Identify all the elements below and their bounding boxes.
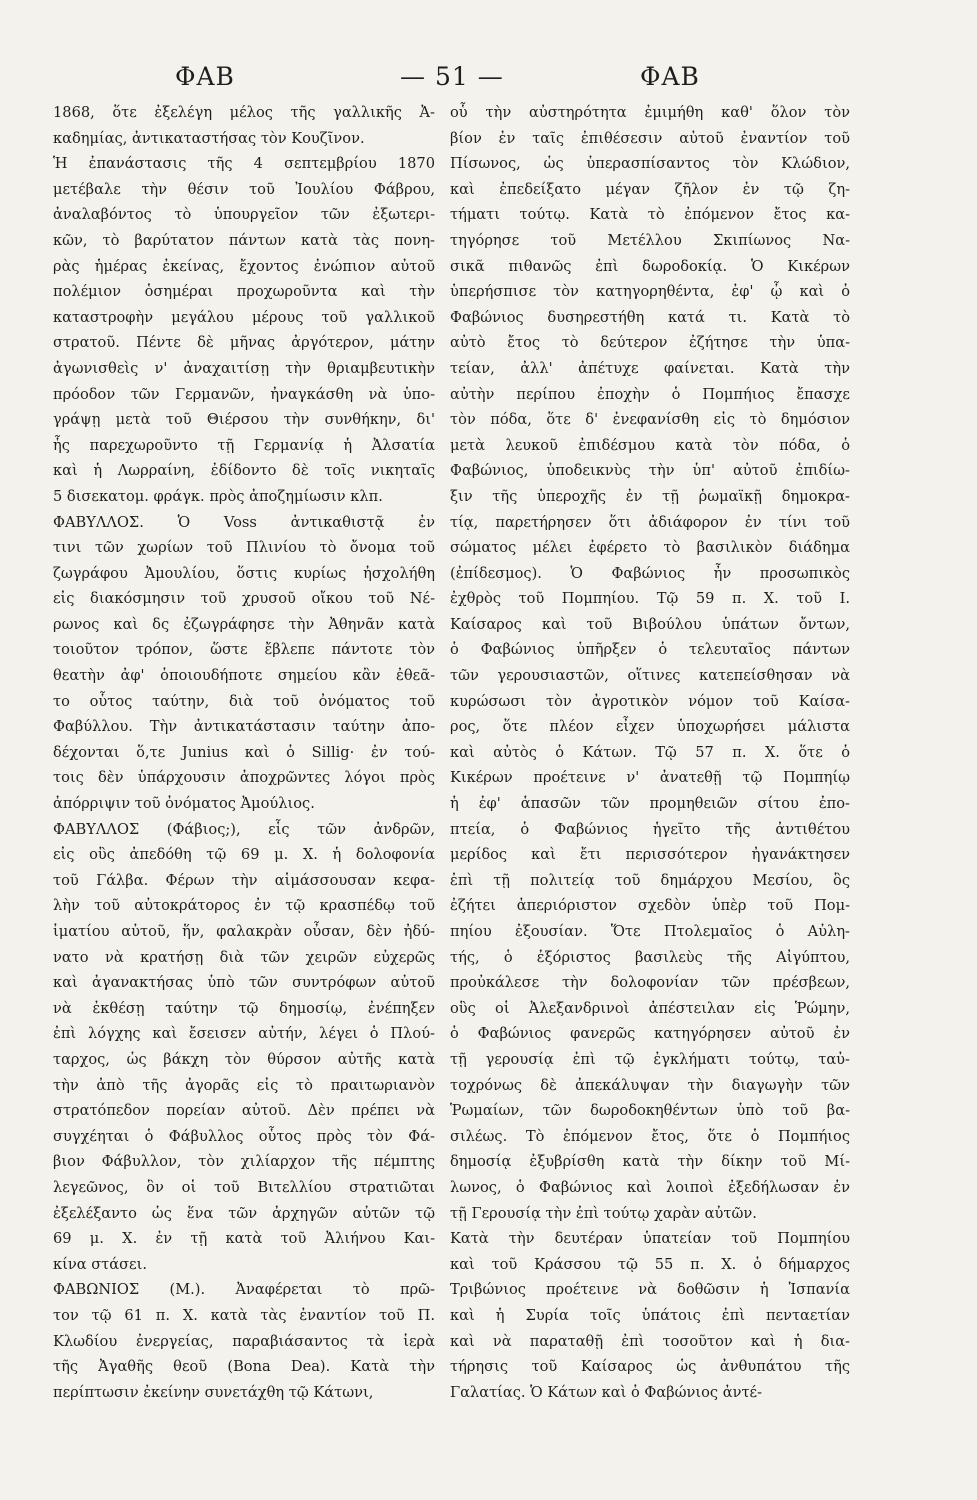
text-line: Ἡ ἐπανάστασις τῆς 4 σεπτεμβρίου 1870 <box>53 155 435 173</box>
text-line: ΦΑΒΩΝΙΟΣ (Μ.). Ἀναφέρεται τὸ πρῶ- <box>53 1281 435 1299</box>
text-line: ἐπὶ λόγχης καὶ ἔσεισεν αὐτήν, λέγει ὁ Πλού- <box>53 1025 435 1043</box>
text-line: καὶ ἡ Συρία τοῖς ὑπάτοις ἐπὶ πενταετίαν <box>450 1306 850 1324</box>
text-line: Τριβώνιος προέτεινε νὰ δοθῶσιν ἡ Ἱσπανία <box>450 1281 850 1299</box>
text-line: ρος, ὅτε πλέον εἶχεν ὑποχωρήσει μάλιστα <box>450 718 850 736</box>
page-number: — 51 — <box>400 62 504 91</box>
text-line: ἱματίου αὐτοῦ, ἥν, φαλακρὰν οὖσαν, δὲν ἠδύ- <box>53 923 435 940</box>
text-line: τῶν γερουσιαστῶν, οἵτινες κατεπείσθησαν νὰ <box>450 667 850 685</box>
text-line: βίον ἐν ταῖς ἐπιθέσεσιν αὐτοῦ ἐναντίον τοῦ <box>450 129 850 147</box>
text-line: Πίσωνος, ὡς ὑπερασπίσαντος τὸν Κλώδιον, <box>450 155 850 173</box>
text-line: καὶ αὐτὸς ὁ Κάτων. Τῷ 57 π. Χ. ὅτε ὁ <box>450 743 850 761</box>
text-line: Φαβύλλου. Τὴν ἀντικατάστασιν ταύτην ἀπο- <box>53 718 435 736</box>
text-line: καταστροφὴν μεγάλου μέρους τοῦ γαλλικοῦ <box>53 308 435 326</box>
text-line: λωνος, ὁ Φαβώνιος καὶ λοιποὶ ἐξεδήλωσαν ἐν <box>450 1178 850 1196</box>
text-line: βιον Φάβυλλον, τὸν χιλίαρχον τῆς πέμπτης <box>53 1153 435 1171</box>
text-line: τῇ γερουσίᾳ ἐπὶ τῷ ἐγκλήματι τούτῳ, ταὐ- <box>450 1050 850 1068</box>
text-line: κῶν, τὸ βαρύτατον πάντων κατὰ τὰς πονη- <box>53 231 435 249</box>
text-line: Καίσαρος καὶ τοῦ Βιβούλου ὑπάτων ὄντων, <box>450 615 850 633</box>
text-line: μερίδος καὶ ἔτι περισσότερον ἠγανάκτησεν <box>450 846 850 864</box>
header-right-guideword: ΦΑΒ <box>640 62 700 91</box>
text-line: καὶ ἀγανακτήσας ὑπὸ τῶν συντρόφων αὐτοῦ <box>53 974 435 992</box>
text-line: τήματι τούτῳ. Κατὰ τὸ ἐπόμενον ἔτος κα- <box>450 206 850 224</box>
text-line: νὰ ἐκθέσῃ ταύτην τῷ δημοσίῳ, ἐνέπηξεν <box>53 999 435 1017</box>
text-line: τινι τῶν χωρίων τοῦ Πλινίου τὸ ὄνομα τοῦ <box>53 539 435 557</box>
text-line: σώματος μέλει ἐφέρετο τὸ βασιλικὸν διάδημα <box>450 539 850 557</box>
text-line: τὴν ἀπὸ τῆς ἀγορᾶς εἰς τὸ πραιτωριανὸν <box>53 1076 435 1094</box>
text-line: στρατοῦ. Πέντε δὲ μῆνας ἀργότερον, μάτην <box>53 334 435 352</box>
text-line: ἧς παρεχωροῦντο τῇ Γερμανίᾳ ἡ Ἀλσατία <box>53 436 435 454</box>
text-line: πρόοδον τῶν Γερμανῶν, ἠναγκάσθη νὰ ὑπο- <box>53 385 435 403</box>
text-line: ἐπὶ τῇ πολιτείᾳ τοῦ δημάρχου Μεσίου, ὃς <box>450 871 850 889</box>
text-line: το οὗτος ταύτην, διὰ τοῦ ὀνόματος τοῦ <box>53 692 435 710</box>
text-line: Κλωδίου ἐνεργείας, παραβιάσαντος τὰ ἱερὰ <box>53 1332 435 1350</box>
text-line: λὴν τοῦ αὐτοκράτορος ἐν τῷ κρασπέδῳ τοῦ <box>53 897 435 915</box>
text-line: πολέμιον ὁσημέραι προχωροῦντα καὶ τὴν <box>53 283 435 301</box>
text-line: ζωγράφου Ἀμουλίου, ὅστις κυρίως ἠσχολήθη <box>53 564 435 582</box>
text-line: μετὰ λευκοῦ ἐπιδέσμου κατὰ τὸν πόδα, ὁ <box>450 436 850 454</box>
text-line: καὶ τοῦ Κράσσου τῷ 55 π. Χ. ὁ δήμαρχος <box>450 1255 850 1273</box>
text-line: σικᾶ πιθανῶς ἐπὶ δωροδοκίᾳ. Ὁ Κικέρων <box>450 257 850 275</box>
text-line: καδημίας, ἀντικαταστήσας τὸν Κουζῖνον. <box>53 129 365 147</box>
text-line: προὐκάλεσε τὴν δολοφονίαν τῶν πρέσβεων, <box>450 974 850 992</box>
text-line: τήρησις τοῦ Καίσαρος ὡς ἀνθυπάτου τῆς <box>450 1358 850 1376</box>
text-line: τείαν, ἀλλ' ἀπέτυχε φαίνεται. Κατὰ τὴν <box>450 359 850 377</box>
text-line: ἡ ἐφ' ἁπασῶν τῶν προμηθειῶν σίτου ἐπο- <box>450 795 850 813</box>
text-line: τοῦ Γάλβα. Φέρων τὴν αἱμάσσουσαν κεφα- <box>53 871 435 889</box>
text-line: τῆς Ἀγαθῆς θεοῦ (Bona Dea). Κατὰ τὴν <box>53 1358 435 1376</box>
text-line: ρὰς ἡμέρας ἐκείνας, ἔχοντος ἐνώπιον αὐτοῦ <box>53 257 435 275</box>
text-line: καὶ ἡ Λωρραίνη, ἐδίδοντο δὲ τοῖς νικηταῖς <box>53 462 435 480</box>
text-line: πτεία, ὁ Φαβώνιος ἡγεῖτο τῆς ἀντιθέτου <box>450 820 850 838</box>
text-line: αὐτὸ ἔτος τὸ δεύτερον ἐζήτησε τὴν ὑπα- <box>450 334 850 352</box>
text-line: τής, ὁ ἐξόριστος βασιλεὺς τῆς Αἰγύπτου, <box>450 948 850 966</box>
text-line: γράψῃ μετὰ τοῦ Θιέρσου τὴν συνθήκην, δι' <box>53 411 435 429</box>
text-line: τὸν πόδα, ὅτε δ' ἐνεφανίσθη εἰς τὸ δημόσιον <box>450 411 850 429</box>
text-line: οὗ τὴν αὐστηρότητα ἐμιμήθη καθ' ὅλον τὸν <box>450 104 850 121</box>
text-line: Κατὰ τὴν δευτέραν ὑπατείαν τοῦ Πομπηίου <box>450 1230 850 1248</box>
text-line: κίνα στάσει. <box>53 1255 147 1273</box>
text-line: τον τῷ 61 π. Χ. κατὰ τὰς ἐναντίον τοῦ Π. <box>53 1306 435 1324</box>
text-line: εἰς οὓς ἀπεδόθη τῷ 69 μ. Χ. ἡ δολοφονία <box>53 846 435 864</box>
text-line: δέχονται ὅ,τε Junius καὶ ὁ Sillig· ἐν τού- <box>53 743 435 761</box>
text-line: 1868, ὅτε ἐξελέγη μέλος τῆς γαλλικῆς Ἀ- <box>53 104 435 121</box>
text-line: στρατόπεδον πορείαν αὐτοῦ. Δὲν πρέπει νὰ <box>53 1102 435 1120</box>
text-line: Κικέρων προέτεινε ν' ἀνατεθῇ τῷ Πομπηίῳ <box>450 769 850 787</box>
text-line: Ῥωμαίων, τῶν δωροδοκηθέντων ὑπὸ τοῦ βα- <box>450 1102 850 1120</box>
text-line: ΦΑΒΥΛΛΟΣ (Φάβιος;), εἷς τῶν ἀνδρῶν, <box>53 820 435 838</box>
text-line: καὶ ἐπεδείξατο μέγαν ζῆλον ἐν τῷ ζη- <box>450 180 850 198</box>
text-line: μετέβαλε τὴν θέσιν τοῦ Ἰουλίου Φάβρου, <box>53 180 435 198</box>
text-line: θεατὴν ἀφ' ὁποιουδήποτε σημείου κἂν ἐθεᾶ- <box>53 667 435 685</box>
text-line: ἐξελέξαντο ὡς ἕνα τῶν ἀρχηγῶν αὐτῶν τῷ <box>53 1204 435 1222</box>
text-line: ρωνος καὶ δς ἐζωγράφησε τὴν Ἀθηνᾶν κατὰ <box>53 615 435 633</box>
text-line: 5 δισεκατομ. φράγκ. πρὸς ἀποζημίωσιν κλπ. <box>53 487 383 505</box>
text-line: ταρχος, ὡς βάκχη τὸν θύρσον αὐτῆς κατὰ <box>53 1050 435 1068</box>
text-line: (ἐπίδεσμος). Ὁ Φαβώνιος ἦν προσωπικὸς <box>450 564 850 582</box>
text-line: πηίου ἐξουσίαν. Ὅτε Πτολεμαῖος ὁ Αὐλη- <box>450 923 850 940</box>
text-line: 69 μ. Χ. ἐν τῇ κατὰ τοῦ Ἀλιήνου Και- <box>53 1230 435 1248</box>
left-column <box>53 100 435 1405</box>
text-line: κυρώσωσι τὸν ἀγροτικὸν νόμον τοῦ Καίσα- <box>450 692 850 710</box>
text-line: συγχέηται ὁ Φάβυλλος οὗτος πρὸς τὸν Φά- <box>53 1127 435 1145</box>
text-line: ΦΑΒΥΛΛΟΣ. Ὁ Voss ἀντικαθιστᾷ ἐν <box>53 513 435 531</box>
text-line: αὐτὴν περίπου ἐποχὴν ὁ Πομπήιος ἔπασχε <box>450 385 850 403</box>
text-line: τῇ Γερουσίᾳ τὴν ἐπὶ τούτῳ χαρὰν αὐτῶν. <box>450 1204 757 1222</box>
text-line: Φαβώνιος, ὑποδεικνὺς τὴν ὑπ' αὐτοῦ ἐπιδίω- <box>450 462 850 480</box>
page-header <box>0 60 977 100</box>
text-line: εἰς διακόσμησιν τοῦ χρυσοῦ οἴκου τοῦ Νέ- <box>53 590 435 608</box>
text-line: ἀπόρριψιν τοῦ ὀνόματος Ἀμούλιος. <box>53 795 315 813</box>
text-line: τίᾳ, παρετήρησεν ὅτι ἀδιάφορον ἐν τίνι τοῦ <box>450 513 850 531</box>
text-line: ὁ Φαβώνιος φανερῶς κατηγόρησεν αὐτοῦ ἐν <box>450 1025 850 1043</box>
text-line: περίπτωσιν ἐκείνην συνετάχθη τῷ Κάτωνι, <box>53 1383 374 1401</box>
text-line: λεγεῶνος, ὃν οἱ τοῦ Βιτελλίου στρατιῶται <box>53 1178 435 1196</box>
text-line: Φαβώνιος δυσηρεστήθη κατά τι. Κατὰ τὸ <box>450 308 850 326</box>
text-line: ἀγωνισθεὶς ν' ἀναχαιτίσῃ τὴν θριαμβευτικὴν <box>53 359 435 377</box>
header-left-guideword: ΦΑΒ <box>175 62 235 91</box>
text-line: τηγόρησε τοῦ Μετέλλου Σκιπίωνος Να- <box>450 231 850 249</box>
text-line: νατο νὰ κρατήσῃ διὰ τῶν χειρῶν εὐχερῶς <box>53 948 435 966</box>
text-line: ξιν τῆς ὑπεροχῆς ἐν τῇ ῥωμαϊκῇ δημοκρα- <box>450 487 850 505</box>
text-line: ἐζήτει ἀπεριόριστον σχεδὸν ὑπὲρ τοῦ Πομ- <box>450 897 850 915</box>
text-line: ἐχθρὸς τοῦ Πομπηίου. Τῷ 59 π. Χ. τοῦ Ι. <box>450 590 850 608</box>
text-line: οὓς οἱ Ἀλεξανδρινοὶ ἀπέστειλαν εἰς Ῥώμην, <box>450 999 850 1017</box>
text-line: σιλέως. Τὸ ἐπόμενον ἔτος, ὅτε ὁ Πομπήιος <box>450 1127 850 1145</box>
text-line: καὶ νὰ παραταθῇ ἐπὶ τοσοῦτον καὶ ἡ δια- <box>450 1332 850 1350</box>
text-line: Γαλατίας. Ὁ Κάτων καὶ ὁ Φαβώνιος ἀντέ- <box>450 1383 763 1401</box>
text-line: τοις δὲν ὑπάρχουσιν ἀποχρῶντες λόγοι πρὸς <box>53 769 435 787</box>
text-line: δημοσίᾳ ἐξυβρίσθη κατὰ τὴν δίκην τοῦ Μί- <box>450 1153 850 1171</box>
right-column <box>450 100 850 1405</box>
text-line: ἀναλαβόντος τὸ ὑπουργεῖον τῶν ἐξωτερι- <box>53 206 435 224</box>
text-line: ὑπερήσπισε τὸν κατηγορηθέντα, ἐφ' ᾧ καὶ ὁ <box>450 283 850 301</box>
text-line: τοχρόνως δὲ ἀπεκάλυψαν τὴν διαγωγὴν τῶν <box>450 1076 850 1094</box>
text-line: τοιοῦτον τρόπον, ὥστε ἔβλεπε πάντοτε τὸν <box>53 641 435 659</box>
text-line: ὁ Φαβώνιος ὑπῆρξεν ὁ τελευταῖος πάντων <box>450 641 850 659</box>
